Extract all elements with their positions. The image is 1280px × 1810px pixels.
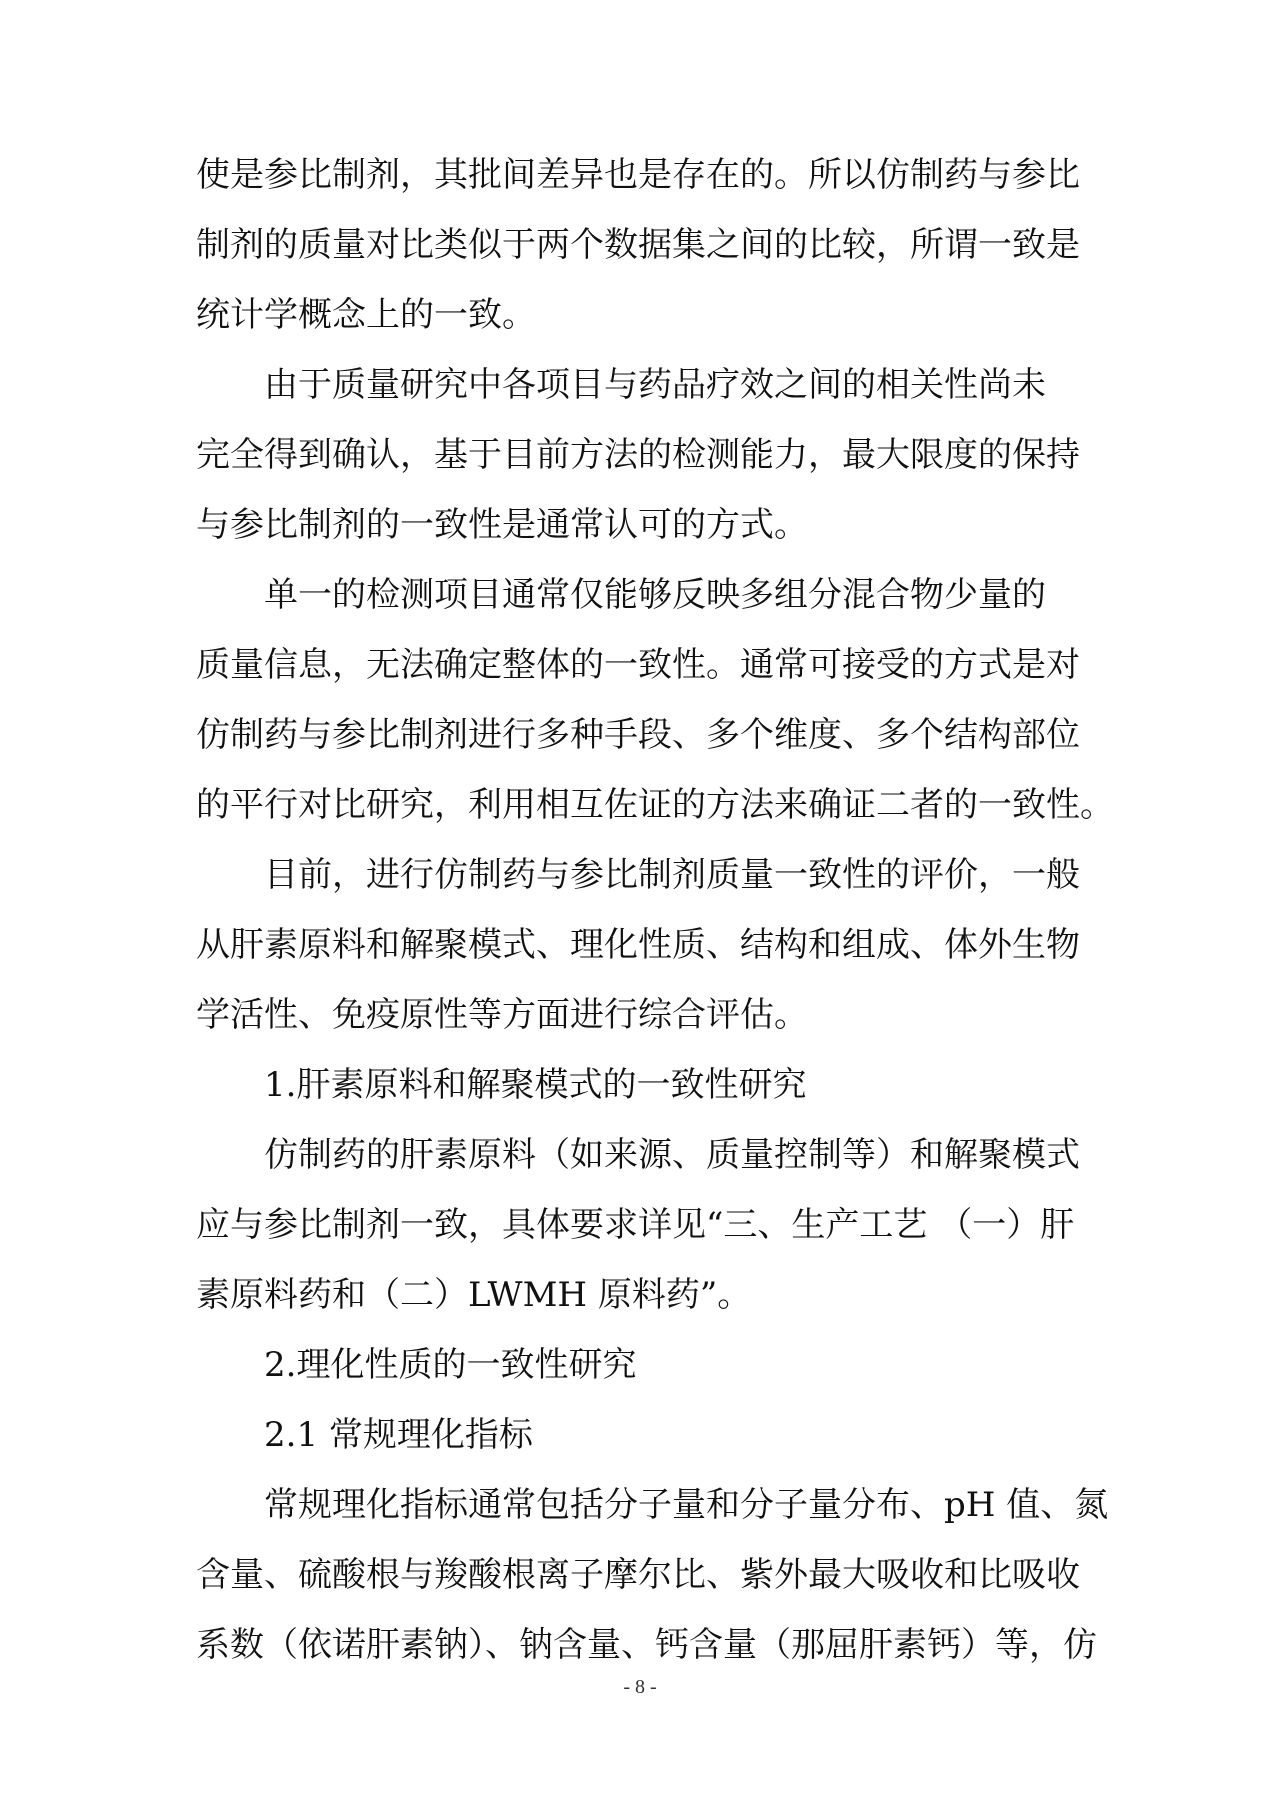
- text-line-9: 仿制药与参比制剂进行多种手段、多个维度、多个结构部位: [196, 715, 1080, 755]
- text-line-21: 含量、硫酸根与羧酸根离子摩尔比、紫外最大吸收和比吸收: [196, 1555, 1080, 1595]
- text-line-10: 的平行对比研究，利用相互佐证的方法来确证二者的一致性。: [196, 785, 1114, 825]
- section-heading-1: 1.肝素原料和解聚模式的一致性研究: [264, 1065, 807, 1105]
- text-line-22: 系数（依诺肝素钠）、钠含量、钙含量（那屈肝素钙）等，仿: [196, 1625, 1097, 1665]
- text-line-5: 完全得到确认，基于目前方法的检测能力，最大限度的保持: [196, 435, 1080, 475]
- paragraph-5-start: 仿制药的肝素原料（如来源、质量控制等）和解聚模式: [264, 1135, 1080, 1175]
- text-line-13: 学活性、免疫原性等方面进行综合评估。: [196, 995, 808, 1035]
- paragraph-4-start: 目前，进行仿制药与参比制剂质量一致性的评价，一般: [264, 855, 1080, 895]
- text-line-8: 质量信息，无法确定整体的一致性。通常可接受的方式是对: [196, 645, 1080, 685]
- text-line-17: 素原料药和（二）LWMH 原料药”。: [196, 1275, 752, 1315]
- text-line-12: 从肝素原料和解聚模式、理化性质、结构和组成、体外生物: [196, 925, 1080, 965]
- page-number: - 8 -: [623, 1676, 657, 1698]
- text-line-6: 与参比制剂的一致性是通常认可的方式。: [196, 505, 808, 545]
- section-heading-2: 2.理化性质的一致性研究: [264, 1345, 637, 1385]
- subsection-heading-2-1: 2.1 常规理化指标: [264, 1415, 533, 1455]
- text-line-3: 统计学概念上的一致。: [196, 295, 536, 335]
- text-line-2: 制剂的质量对比类似于两个数据集之间的比较，所谓一致是: [196, 225, 1080, 265]
- text-line-1: 使是参比制剂，其批间差异也是存在的。所以仿制药与参比: [196, 155, 1080, 195]
- paragraph-2-start: 由于质量研究中各项目与药品疗效之间的相关性尚未: [264, 365, 1046, 405]
- text-line-16: 应与参比制剂一致，具体要求详见“三、生产工艺 （一）肝: [196, 1205, 1075, 1245]
- paragraph-3-start: 单一的检测项目通常仅能够反映多组分混合物少量的: [264, 575, 1046, 615]
- paragraph-6-start: 常规理化指标通常包括分子量和分子量分布、pH 值、氮: [264, 1485, 1109, 1525]
